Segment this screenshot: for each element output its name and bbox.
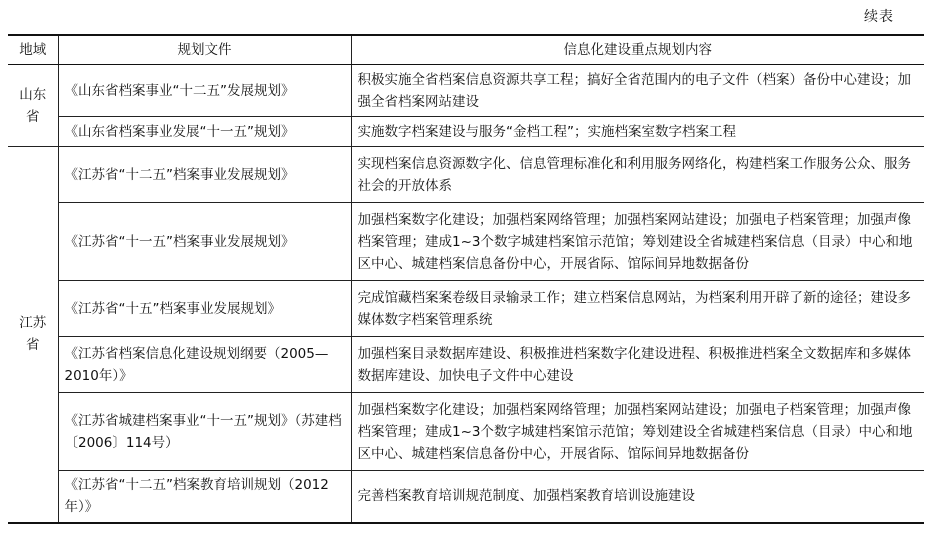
document-cell: 《江苏省档案信息化建设规划纲要（2005—2010年）》 <box>58 337 351 393</box>
header-region: 地域 <box>8 35 58 65</box>
content-cell: 加强档案目录数据库建设、积极推进档案数字化建设进程、积极推进档案全文数据库和多媒体数据库建设、加快电子文件中心建设 <box>351 337 924 393</box>
table-header-row <box>8 35 924 65</box>
continued-label: 续表 <box>864 9 894 25</box>
document-cell: 《江苏省城建档案事业“十一五”规划》（苏建档〔2006〕114号） <box>58 393 351 471</box>
document-cell: 《江苏省“十二五”档案事业发展规划》 <box>58 147 351 203</box>
header-document: 规划文件 <box>58 35 351 65</box>
table-row <box>8 65 924 117</box>
content-cell: 实施数字档案建设与服务“金档工程”；实施档案室数字档案工程 <box>351 117 924 147</box>
table-row <box>8 203 924 281</box>
region-cell-jiangsu: 江苏省 <box>8 147 58 523</box>
region-cell-shandong: 山东省 <box>8 65 58 147</box>
content-cell: 完成馆藏档案案卷级目录输录工作；建立档案信息网站，为档案利用开辟了新的途径；建设多媒体数字档案管理系统 <box>351 281 924 337</box>
content-cell: 加强档案数字化建设；加强档案网络管理；加强档案网站建设；加强电子档案管理；加强声像档案管理；建成1~3个数字城建档案馆示范馆；筹划建设全省城建档案信息（目录）中心和地区中心、城建档案信息备份中心，开展省际、馆际间异地数据备份 <box>351 393 924 471</box>
table-row <box>8 147 924 203</box>
table-row <box>8 393 924 471</box>
table-row <box>8 337 924 393</box>
content-cell: 积极实施全省档案信息资源共享工程；搞好全省范围内的电子文件（档案）备份中心建设；加强全省档案网站建设 <box>351 65 924 117</box>
document-cell: 《江苏省“十一五”档案事业发展规划》 <box>58 203 351 281</box>
content-cell: 加强档案数字化建设；加强档案网络管理；加强档案网站建设；加强电子档案管理；加强声像档案管理；建成1~3个数字城建档案馆示范馆；筹划建设全省城建档案信息（目录）中心和地区中心、城建档案信息备份中心，开展省际、馆际间异地数据备份 <box>351 203 924 281</box>
document-cell: 《山东省档案事业“十二五”发展规划》 <box>58 65 351 117</box>
content-cell: 完善档案教育培训规范制度、加强档案教育培训设施建设 <box>351 471 924 523</box>
table-row <box>8 281 924 337</box>
document-cell: 《山东省档案事业发展“十一五”规划》 <box>58 117 351 147</box>
table-row <box>8 471 924 523</box>
document-cell: 《江苏省“十二五”档案教育培训规划（2012年）》 <box>58 471 351 523</box>
table-row <box>8 117 924 147</box>
content-cell: 实现档案信息资源数字化、信息管理标准化和利用服务网络化，构建档案工作服务公众、服务社会的开放体系 <box>351 147 924 203</box>
document-cell: 《江苏省“十五”档案事业发展规划》 <box>58 281 351 337</box>
planning-table <box>8 34 924 524</box>
header-content: 信息化建设重点规划内容 <box>351 35 924 65</box>
